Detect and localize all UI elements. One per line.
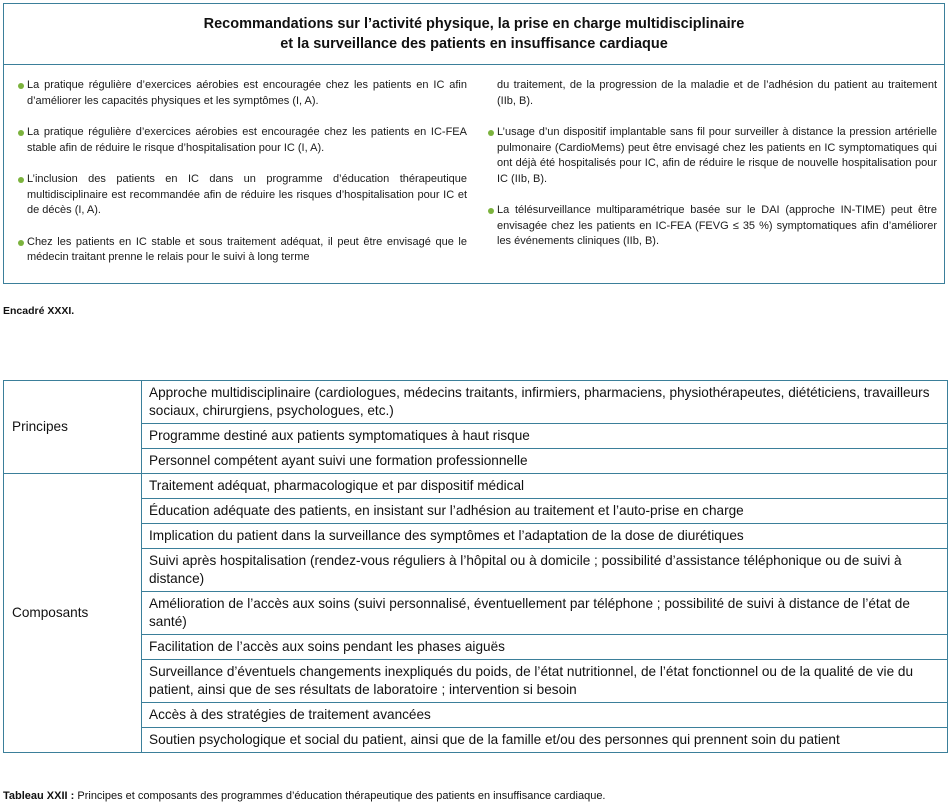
list-item-continuation [487, 78, 937, 109]
bullet-icon [488, 130, 494, 136]
list-item-text: La pratique régulière d’exercices aérobies est encouragée chez les patients en IC afin d’améliorer les capacités physiques et les symptômes (I, A). [27, 79, 467, 107]
table-row [4, 635, 948, 660]
list-item-text: L’usage d’un dispositif implantable sans fil pour surveiller à distance la pression artérielle pulmonaire (CardioMems) peut être envisagé chez les patients en IC symptomatiques qui ont déjà été hospitalisés pour IC, afin de réduire le risque de nouvelle hospitalisation pour IC (IIb, B). [497, 126, 937, 185]
box-title-line-1: Recommandations sur l’activité physique, la prise en charge multidisciplinaire [203, 16, 745, 32]
table-cell: Traitement adéquat, pharmacologique et par dispositif médical [142, 474, 948, 499]
table-cell: Programme destiné aux patients symptomatiques à haut risque [142, 424, 948, 449]
table-cell: Soutien psychologique et social du patient, ainsi que de la famille et/ou des personnes qui prennent soin du patient [142, 728, 948, 753]
box-title [4, 4, 944, 65]
category-cell-principles: Principes [4, 381, 142, 474]
list-item [17, 235, 467, 266]
list-item-text: L’inclusion des patients en IC dans un programme d’éducation thérapeutique multidisciplinaire est recommandée afin de réduire les risques d’hospitalisation pour IC et de décès (I, A). [27, 173, 467, 216]
right-column [487, 78, 937, 266]
caption-label: Tableau XXII : [3, 790, 75, 802]
list-item-text: La pratique régulière d’exercices aérobies est encouragée chez les patients en IC-FEA stable afin de réduire le risque d’hospitalisation pour IC (I, A). [27, 126, 467, 154]
table-cell: Implication du patient dans la surveillance des symptômes et l’adaptation de la dose de diurétiques [142, 524, 948, 549]
table-cell: Facilitation de l’accès aux soins pendant les phases aiguës [142, 635, 948, 660]
bullet-icon [18, 130, 24, 136]
bullet-icon [488, 208, 494, 214]
table-row [4, 424, 948, 449]
programs-table [3, 380, 948, 753]
list-item-text: Chez les patients en IC stable et sous traitement adéquat, il peut être envisagé que le médecin traitant prenne le relais pour le suivi à long terme [27, 235, 467, 263]
table-row [4, 703, 948, 728]
bullet-icon [18, 240, 24, 246]
box-label: Encadré XXXI. [3, 305, 75, 317]
table-cell: Surveillance d’éventuels changements inexpliqués du poids, de l’état nutritionnel, de l’état fonctionnel ou de la qualité de vie du patient, ainsi que de ses résultats de laboratoire ; intervention si besoin [142, 660, 948, 703]
table-row [4, 728, 948, 753]
list-item-text: du traitement, de la progression de la maladie et de l’adhésion du patient au traitement (IIb, B). [497, 79, 937, 107]
list-item [17, 172, 467, 219]
table-cell: Amélioration de l’accès aux soins (suivi personnalisé, éventuellement par téléphone ; possibilité de suivi à distance de l’état de santé) [142, 592, 948, 635]
list-item [487, 125, 937, 187]
table-cell: Approche multidisciplinaire (cardiologues, médecins traitants, infirmiers, pharmaciens, physiothérapeutes, diététiciens, travailleurs sociaux, chirurgiens, psychologues, etc.) [142, 381, 948, 424]
table-row [4, 474, 948, 499]
list-item [17, 125, 467, 156]
bullet-icon [18, 177, 24, 183]
list-item [17, 78, 467, 109]
table-row [4, 449, 948, 474]
table-cell: Accès à des stratégies de traitement avancées [142, 703, 948, 728]
table-row [4, 499, 948, 524]
recommendations-box [3, 3, 945, 284]
category-cell-components: Composants [4, 474, 142, 753]
box-title-line-2: et la surveillance des patients en insuffisance cardiaque [280, 36, 668, 52]
list-item [487, 203, 937, 250]
table-caption [3, 790, 606, 802]
list-item-text: La télésurveillance multiparamétrique basée sur le DAI (approche IN-TIME) peut être envisagée chez les patients en IC-FEA (FEVG ≤ 35 %) symptomatiques afin d’améliorer les événements cliniques (IIb, B). [497, 204, 937, 247]
bullet-icon [18, 83, 24, 89]
table-cell: Personnel compétent ayant suivi une formation professionnelle [142, 449, 948, 474]
caption-text: Principes et composants des programmes d’éducation thérapeutique des patients en insuffisance cardiaque. [74, 790, 606, 802]
table-cell: Éducation adéquate des patients, en insistant sur l’adhésion au traitement et l’auto-prise en charge [142, 499, 948, 524]
table-row [4, 381, 948, 424]
table-row [4, 549, 948, 592]
left-column [17, 78, 467, 282]
table-cell: Suivi après hospitalisation (rendez-vous réguliers à l’hôpital ou à domicile ; possibilité d’assistance téléphonique ou de suivi à distance) [142, 549, 948, 592]
table-row [4, 592, 948, 635]
table-row [4, 660, 948, 703]
table-row [4, 524, 948, 549]
